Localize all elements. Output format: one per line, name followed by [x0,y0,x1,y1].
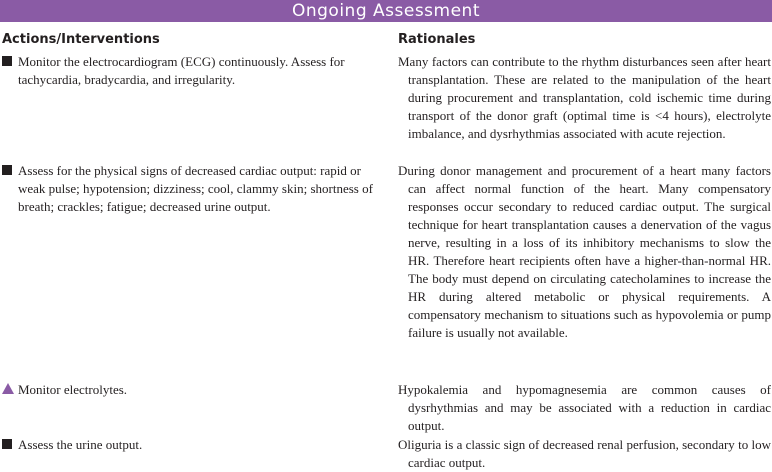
section-banner: Ongoing Assessment [0,0,772,22]
square-bullet-icon [2,436,18,454]
rationales-column-header: Rationales [398,32,476,47]
action-text: Assess the urine output. [18,437,143,452]
action-text: Assess for the physical signs of decreased cardiac output: rapid or weak pulse; hypotension; dizziness; cool, clammy skin; shortness of breath; crackles; fatigue; decreased urine output. [18,163,373,214]
action-item [2,53,378,89]
action-text: Monitor the electrocardiogram (ECG) continuously. Assess for tachycardia, bradycardia, and irregularity. [18,54,345,87]
action-item [2,436,378,454]
square-bullet-icon [2,162,18,180]
rationale-text: Oliguria is a classic sign of decreased renal perfusion, secondary to low cardiac output. [398,437,771,470]
actions-column-header: Actions/Interventions [2,32,160,47]
triangle-bullet-icon [2,381,18,399]
square-bullet-icon [2,53,18,71]
action-item [2,162,378,216]
action-item [2,381,378,399]
rationale-text: Many factors can contribute to the rhythm disturbances seen after heart transplantation. These are related to the manipulation of the heart during procurement and transplantation, cold ischemic time during transport of the donor graft (optimal time is <4 hours), electrolyte imbalance, and dysrhythmias associated with acute rejection. [398,54,771,141]
rationale-text: During donor management and procurement of a heart many factors can affect normal function of the heart. Many compensatory responses occur secondary to reduced cardiac output. The surgical technique for heart transplantation causes a denervation of the vagus nerve, resulting in a loss of its inhibitory mechanisms to slow the HR. Therefore heart recipients often have a higher-than-normal HR. The body must depend on circulating catecholamines to increase the HR during altered metabolic or physical requirements. A compensatory mechanism to situations such as hypovolemia or pump failure is usually not available. [398,163,771,340]
action-text: Monitor electrolytes. [18,382,128,397]
rationale-text: Hypokalemia and hypomagnesemia are common causes of dysrhythmias and may be associated with a reduction in cardiac output. [398,382,771,433]
